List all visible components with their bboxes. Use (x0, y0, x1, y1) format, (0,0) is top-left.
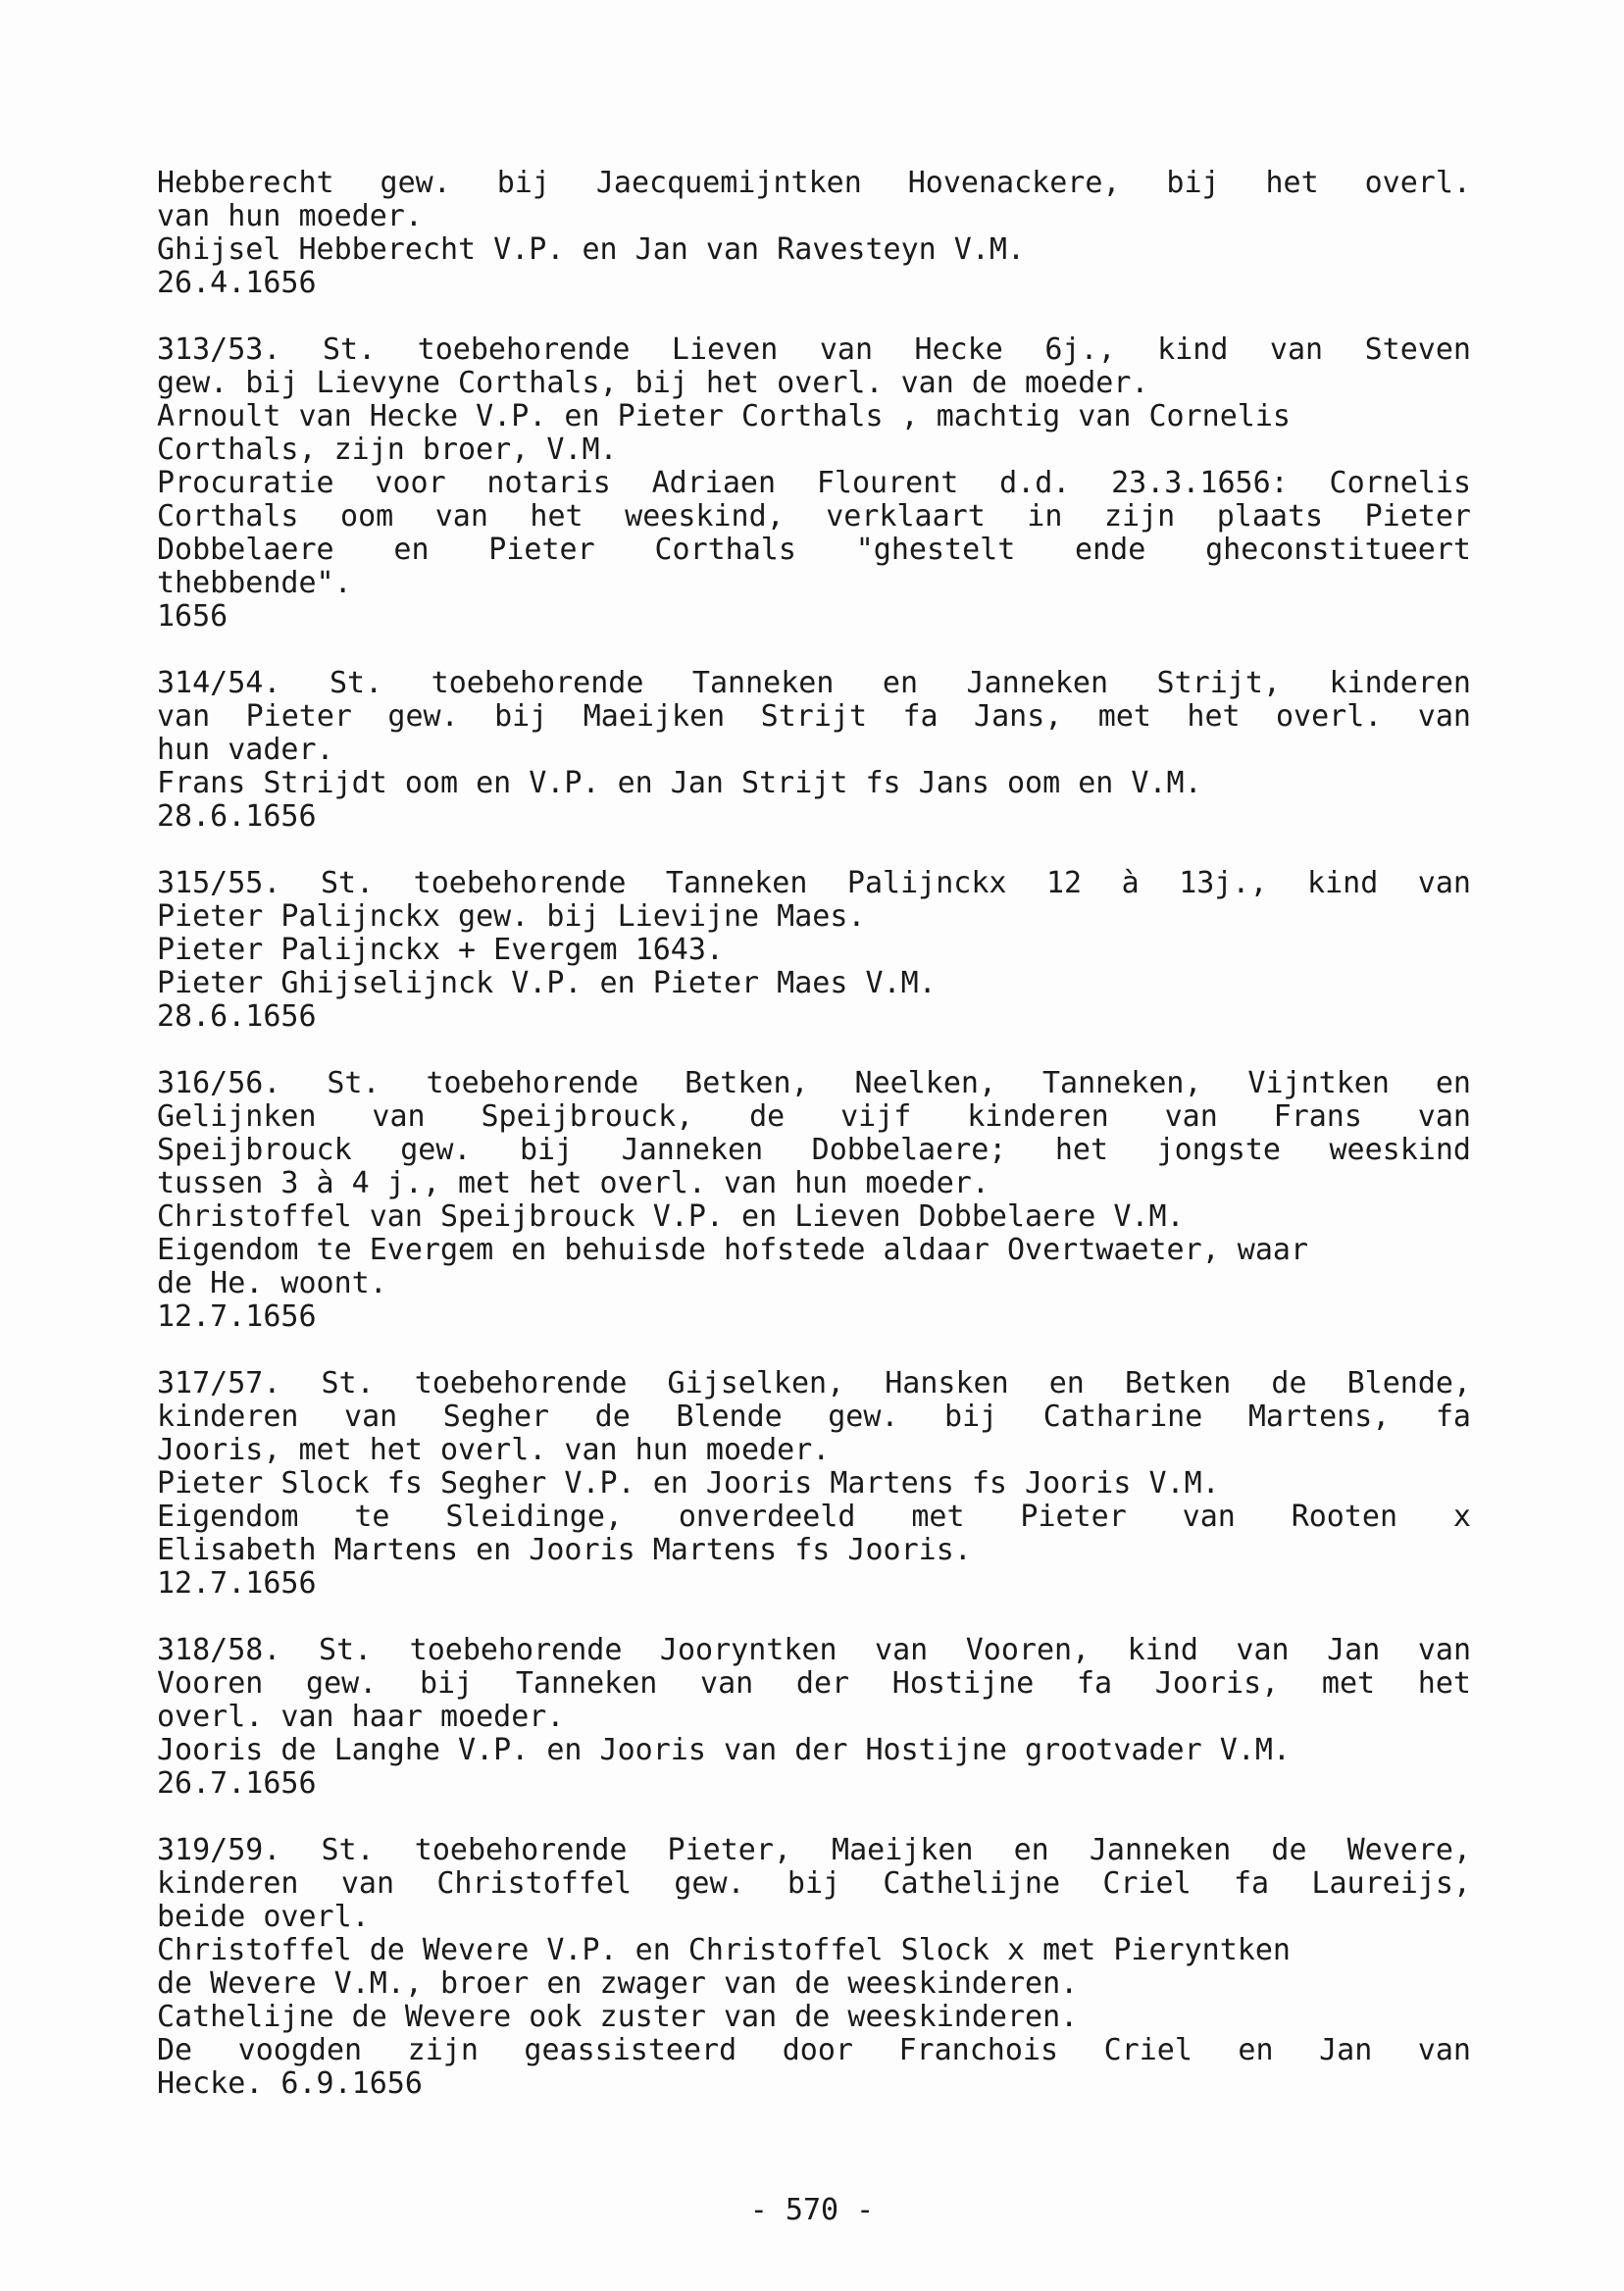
page-number: - 570 - (749, 2193, 875, 2227)
entry-line: Cathelijne de Wevere ook zuster van de weeskinderen. (157, 2000, 1079, 2034)
entry-line: Christoffel van Speijbrouck V.P. en Lieven Dobbelaere V.M. (157, 1199, 1185, 1234)
entry-line: 313/53. St. toebehorende Lieven van Hecke 6j., kind van Steven (157, 332, 1471, 367)
register-entry (157, 667, 1471, 834)
entry-line: Jooris de Langhe V.P. en Jooris van der Hostijne grootvader V.M. (157, 1733, 1291, 1767)
entry-line: Hecke. 6.9.1656 (157, 2066, 423, 2101)
entry-line: van hun moeder. (157, 199, 423, 233)
entry-line: Hebberecht gew. bij Jaecquemijntken Hovenackere, bij het overl. (157, 166, 1471, 200)
register-entry (157, 167, 1471, 300)
entry-line: Dobbelaere en Pieter Corthals "ghestelt ende gheconstitueert (157, 533, 1471, 567)
entry-line: Procuratie voor notaris Adriaen Flourent d.d. 23.3.1656: Cornelis (157, 466, 1471, 500)
entry-line: 28.6.1656 (157, 999, 317, 1034)
entry-line: Pieter Ghijselijnck V.P. en Pieter Maes V.M. (157, 966, 937, 1000)
entry-line: gew. bij Lievyne Corthals, bij het overl. van de moeder. (157, 366, 1149, 400)
entry-line: Eigendom te Sleidinge, onverdeeld met Pieter van Rooten x (157, 1500, 1471, 1534)
entry-line: Jooris, met het overl. van hun moeder. (157, 1433, 831, 1467)
entry-line: Eigendom te Evergem en behuisde hofstede aldaar Overtwaeter, waar (157, 1233, 1308, 1267)
document-body (157, 167, 1471, 2134)
entry-line: 1656 (157, 599, 228, 634)
entry-line: 318/58. St. toebehorende Jooryntken van Vooren, kind van Jan van (157, 1633, 1471, 1667)
entry-line: 26.4.1656 (157, 266, 317, 300)
entry-line: beide overl. (157, 1900, 370, 1934)
entry-line: 317/57. St. toebehorende Gijselken, Hansken en Betken de Blende, (157, 1366, 1471, 1400)
entry-line: Pieter Slock fs Segher V.P. en Jooris Martens fs Jooris V.M. (157, 1466, 1220, 1501)
entry-line: Pieter Palijnckx + Evergem 1643. (157, 933, 724, 967)
entry-line: Elisabeth Martens en Jooris Martens fs Jooris. (157, 1533, 972, 1567)
register-entry (157, 333, 1471, 634)
register-entry (157, 1634, 1471, 1801)
entry-line: thebbende". (157, 566, 352, 600)
entry-line: kinderen van Christoffel gew. bij Cathelijne Criel fa Laureijs, (157, 1866, 1471, 1901)
entry-line: 12.7.1656 (157, 1299, 317, 1334)
entry-line: 12.7.1656 (157, 1566, 317, 1601)
entry-line: Corthals, zijn broer, V.M. (157, 433, 618, 467)
entry-line: de Wevere V.M., broer en zwager van de weeskinderen. (157, 1966, 1079, 2001)
register-entry (157, 1067, 1471, 1334)
entry-line: De voogden zijn geassisteerd door Franchois Criel en Jan van (157, 2033, 1471, 2067)
entry-line: Ghijsel Hebberecht V.P. en Jan van Ravesteyn V.M. (157, 232, 1026, 267)
entry-line: Frans Strijdt oom en V.P. en Jan Strijt fs Jans oom en V.M. (157, 766, 1202, 800)
entry-line: kinderen van Segher de Blende gew. bij Catharine Martens, fa (157, 1400, 1471, 1434)
entry-line: 319/59. St. toebehorende Pieter, Maeijken en Janneken de Wevere, (157, 1833, 1471, 1867)
entry-line: van Pieter gew. bij Maeijken Strijt fa Jans, met het overl. van (157, 699, 1471, 734)
entry-line: Christoffel de Wevere V.P. en Christoffel Slock x met Pieryntken (157, 1933, 1291, 1967)
entry-line: 28.6.1656 (157, 799, 317, 834)
entry-line: Vooren gew. bij Tanneken van der Hostijne fa Jooris, met het (157, 1666, 1471, 1701)
entry-line: overl. van haar moeder. (157, 1700, 565, 1734)
entry-line: Gelijnken van Speijbrouck, de vijf kinderen van Frans van (157, 1099, 1471, 1134)
register-entry (157, 867, 1471, 1034)
entry-line: 26.7.1656 (157, 1766, 317, 1801)
entry-line: 316/56. St. toebehorende Betken, Neelken, Tanneken, Vijntken en (157, 1066, 1471, 1100)
register-entry (157, 1367, 1471, 1601)
entry-line: 315/55. St. toebehorende Tanneken Palijnckx 12 à 13j., kind van (157, 866, 1471, 900)
entry-line: Pieter Palijnckx gew. bij Lievijne Maes. (157, 899, 866, 934)
register-entry (157, 1834, 1471, 2101)
entry-line: Arnoult van Hecke V.P. en Pieter Corthals , machtig van Cornelis (157, 399, 1291, 433)
entry-line: tussen 3 à 4 j., met het overl. van hun moeder. (157, 1166, 990, 1200)
entry-line: de He. woont. (157, 1266, 387, 1300)
entry-line: Corthals oom van het weeskind, verklaart in zijn plaats Pieter (157, 499, 1471, 534)
entry-line: hun vader. (157, 733, 334, 767)
entry-line: 314/54. St. toebehorende Tanneken en Janneken Strijt, kinderen (157, 666, 1471, 700)
entry-line: Speijbrouck gew. bij Janneken Dobbelaere; het jongste weeskind (157, 1133, 1471, 1167)
